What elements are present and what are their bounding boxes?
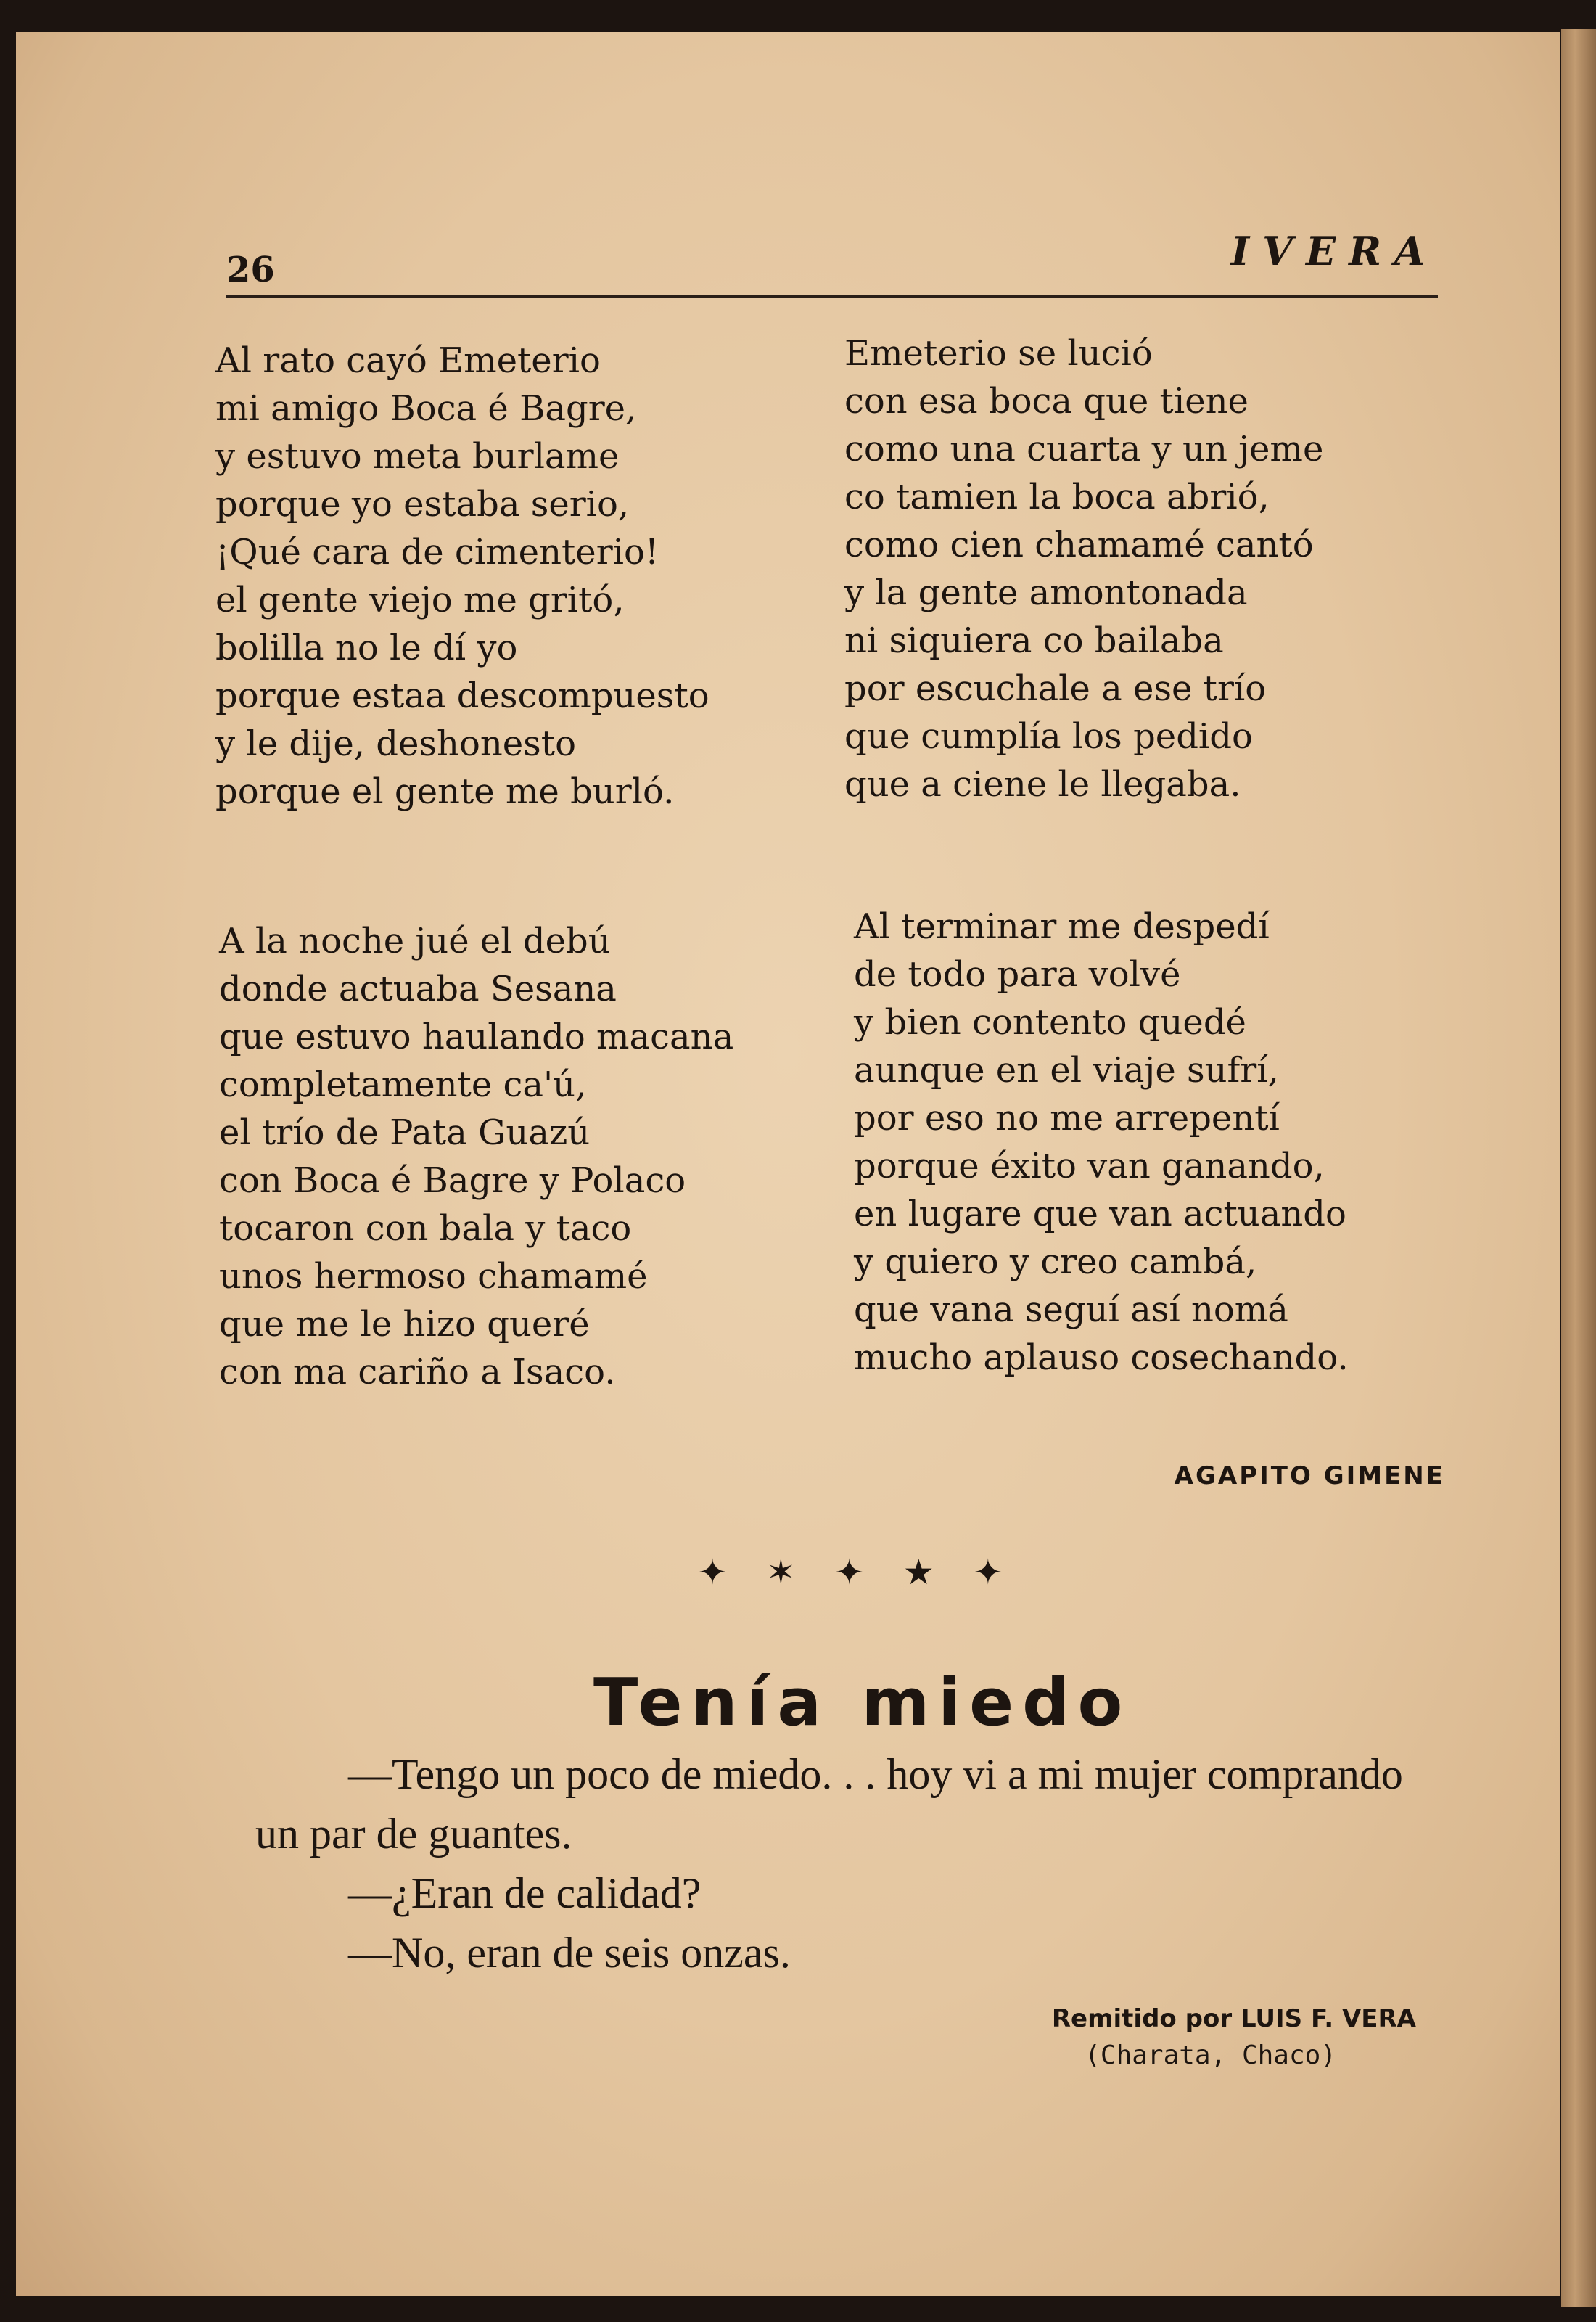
verse-line: completamente ca'ú, [219,1064,587,1105]
verse-line: mi amigo Boca é Bagre, [215,388,637,429]
verse-line: y le dije, deshonesto [215,723,576,764]
verse-line: porque el gente me burló. [215,771,675,812]
verse-line: co tamien la boca abrió, [844,477,1270,517]
verse-line: unos hermoso chamamé [219,1256,648,1297]
verse-line: ni siquiera co bailaba [844,620,1224,661]
joke-line: —Tengo un poco de miedo. . . hoy vi a mi mujer comprando [348,1750,1403,1798]
joke-line: un par de guantes. [255,1810,572,1858]
star-ornament-icon: ✦ [973,1552,1003,1593]
star-ornament-icon: ✶ [766,1552,796,1593]
verse-line: con esa boca que tiene [844,381,1249,422]
poem-stanza-4 [854,903,1349,1382]
verse-line: aunque en el viaje sufrí, [854,1050,1279,1091]
verse-line: y estuvo meta burlame [215,436,620,477]
magazine-page [16,32,1560,2296]
joke-body [255,1744,1489,1982]
verse-line: tocaron con bala y taco [219,1208,632,1249]
star-ornament-icon: ✦ [698,1552,728,1593]
verse-line: porque éxito van ganando, [854,1146,1325,1186]
header-rule [226,295,1438,298]
credit-name: LUIS F. VERA [1240,2004,1416,2033]
verse-line: que a ciene le llegaba. [844,764,1241,805]
poem-stanza-1 [215,337,709,816]
magazine-name: IVERA [1230,228,1438,274]
verse-line: con ma cariño a Isaco. [219,1352,616,1392]
star-ornament-icon: ✦ [834,1552,864,1593]
verse-line: ¡Qué cara de cimenterio! [215,532,659,573]
page-header [16,32,1560,322]
verse-line: A la noche jué el debú [219,921,611,961]
poem-stanza-2 [844,329,1323,808]
verse-line: donde actuaba Sesana [219,969,617,1009]
verse-line: Al rato cayó Emeterio [215,340,601,381]
joke-line: —¿Eran de calidad? [348,1869,702,1917]
page-number: 26 [226,250,275,290]
verse-line: mucho aplauso cosechando. [854,1337,1349,1378]
verse-line: con Boca é Bagre y Polaco [219,1160,686,1201]
verse-line: en lugare que van actuando [854,1194,1346,1234]
verse-line: de todo para volvé [854,954,1181,995]
joke-title: Tenía miedo [593,1665,1132,1741]
joke-line: —No, eran de seis onzas. [348,1929,791,1977]
star-separator [698,1552,1003,1593]
credit-prefix: Remitido por [1051,2004,1233,2033]
verse-line: porque yo estaba serio, [215,484,630,525]
verse-line: Emeterio se lució [844,333,1153,374]
verse-line: que cumplía los pedido [844,716,1253,757]
verse-line: y la gente amontonada [844,573,1248,613]
verse-line: como una cuarta y un jeme [844,429,1324,469]
verse-line: por eso no me arrepentí [854,1098,1280,1139]
verse-line: y bien contento quedé [854,1002,1246,1043]
verse-line: porque estaa descompuesto [215,676,709,716]
verse-line: como cien chamamé cantó [844,525,1314,565]
credit-place: (Charata, Chaco) [1085,2040,1336,2070]
verse-line: Al terminar me despedí [854,906,1270,947]
poem-author: AGAPITO GIMENE [1174,1461,1445,1490]
verse-line: el gente viejo me gritó, [215,580,625,620]
verse-line: bolilla no le dí yo [215,628,518,668]
verse-line: y quiero y creo cambá, [854,1242,1257,1282]
poem-stanza-3 [219,917,733,1396]
verse-line: por escuchale a ese trío [844,668,1267,709]
joke-credit [981,2004,1416,2070]
verse-line: que me le hizo queré [219,1304,590,1345]
verse-line: que vana seguí así nomá [854,1289,1288,1330]
verse-line: que estuvo haulando macana [219,1017,734,1057]
verse-line: el trío de Pata Guazú [219,1112,591,1153]
star-ornament-icon: ★ [902,1552,934,1593]
